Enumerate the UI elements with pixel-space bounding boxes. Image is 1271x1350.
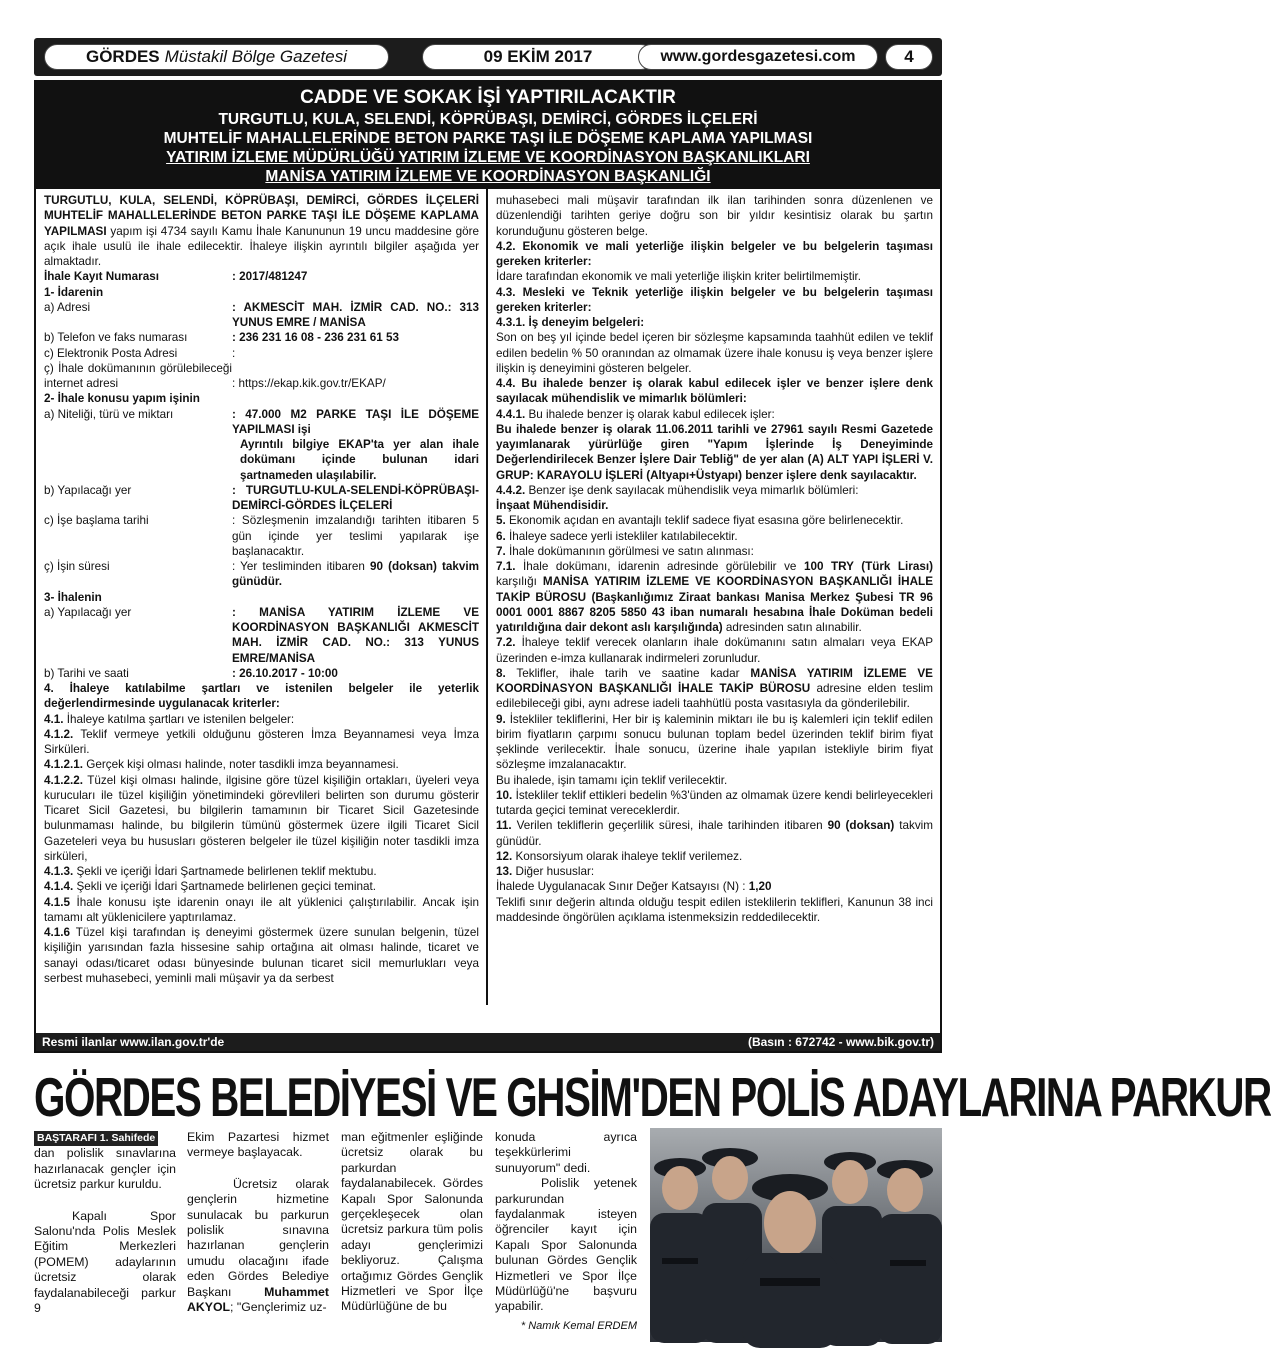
section-4: 4. İhaleye katılabilme şartları ve istenilen belgeler ile yeterlik değerlendirmesinde uygulanacak kriterler: [44,682,479,711]
url-row: ç) İhale dokümanının görülebileceği internet adresi : https://ekap.kik.gov.tr/EKAP/ [44,361,479,392]
item-4-2-heading: 4.2. Ekonomik ve mali yeterliğe ilişkin belgeler ve bu belgelerin taşıması gereken kriterler: [496,239,933,268]
ad-title-4: YATIRIM İZLEME MÜDÜRLÜĞÜ YATIRIM İZLEME VE KOORDİNASYON BAŞKANLIKLARI [166,149,810,166]
ad-title-3: MUHTELİF MAHALLELERİNDE BETON PARKE TAŞI İLE DÖŞEME KAPLAMA YAPILMASI [163,130,813,147]
item-4-1-3: 4.1.3. Şekli ve içeriği İdari Şartnamede belirlenen teklif mektubu. [44,865,377,878]
item-4-1-4: 4.1.4. Şekli ve içeriği İdari Şartnamede belirlenen geçici teminat. [44,880,376,894]
item-4-1: 4.1. İhaleye katılma şartları ve istenilen belgeler: [44,712,295,726]
paper-subtitle: Müstakil Bölge Gazetesi [164,47,348,66]
item-9: 9. İstekliler tekliflerini, Her bir iş kaleminin miktarı ile bu iş kalemleri için teklif edilen birim fiyatların çarpımı sonucu bulunan toplam bedel üzerinden teklif birim fiyat şeklinde verilecektir. İhale sonucu, üzerine ihale yapılan istekliyle birim fiyat sözleşme imzalanacaktır. [496,712,933,772]
item-8: 8. Teklifler, ihale tarih ve saatine kadar MANİSA YATIRIM İZLEME VE KOORDİNASYON BAŞKANLIĞI İHALE TAKİP BÜROSU adresine elden teslim edilebileceği gibi, aynı adrese iadeli taahhütlü posta vasıtasıyla da gönderilebilir. [496,666,934,711]
address-row: a) Adresi : AKMESCİT MAH. İZMİR CAD. NO.: 313 YUNUS EMRE / MANİSA [44,300,479,329]
issue-date: 09 EKİM 2017 [422,44,654,70]
ekap-link[interactable]: : https://ekap.kik.gov.tr/EKAP/ [232,377,386,390]
item-4-1-6: 4.1.6 Tüzel kişi tarafından iş deneyimi göstermek üzere sunulan belgenin, tüzel kişiliğin yarısından fazla hissesine sahip ortağına ait olması halinde, ticaret ve sanayi odası/ticaret odası bünyesinde bulunan ticaret sicil memurlukları veya serbest muhasebeci, yeminli mali müşavir ya da serbest [44,926,479,985]
photo-illustration [650,1128,942,1342]
article-col-1: BAŞTARAFI 1. Sahifede dan polislik sınavlarına hazırlanacak gençler için ücretsiz parkur kuruldu. Kapalı Spor Salonu'nda Polis Meslek Eğitim Merkezleri (POMEM) adaylarının ücretsiz olarak faydalanabileceği parkur 9 [34,1132,176,1316]
paper-name-pill [44,44,389,70]
item-7-2: 7.2. İhaleye teklif verecek olanların ihale dokümanını satın almaları veya EKAP üzerinden e-imza kullanarak indirmeleri zorunludur. [496,636,933,665]
ad-footer-left[interactable]: Resmi ilanlar www.ilan.gov.tr'de [42,1035,225,1049]
section-3: 3- İhalenin [44,590,102,604]
item-13: 13. Diğer hususlar: [496,865,595,878]
item-4-3-1: Son on beş yıl içinde bedel içeren bir sözleşme kapsamında taahhüt edilen ve teklif edilen bedelin % 50 oranından az olmamak üzere ihale konusu iş veya benzer işlere ilişkin iş deneyimini gösteren belgeler. [496,331,933,375]
page-header [34,38,942,76]
item-4-4-2-bold: İnşaat Mühendisidir. [496,499,609,512]
ad-right-column [488,189,940,1005]
item-10: 10. İstekliler teklif ettikleri bedelin %3'ünden az olmamak üzere kendi belirleyecekleri tutarda geçici teminat vereceklerdir. [496,788,934,817]
section-1: 1- İdarenin [44,285,104,299]
article-headline: GÖRDES BELEDİYESİ VE GHSİM'DEN POLİS ADAYLARINA PARKUR [34,1066,1271,1128]
ad-title-block [36,82,940,189]
kicker-badge: BAŞTARAFI 1. Sahifede [34,1131,158,1146]
author-signature: * Namık Kemal ERDEM [520,1319,637,1332]
intro: TURGUTLU, KULA, SELENDİ, KÖPRÜBAŞI, DEMİRCİ, GÖRDES İLÇELERİ MUHTELİF MAHALLELERİNDE BETON PARKE TAŞI İLE DÖŞEME KAPLAMA YAPILMASI yapım işi 4734 sayılı Kamu İhale Kanununun 19 uncu maddesine göre açık ihale usulü ile ihale edilecektir. İhaleye ilişkin ayrıntılı bilgiler aşağıda yer almaktadır. [44,194,479,268]
article-col-3: man eğitmenler eşliğinde ücretsiz olarak bu parkurdan faydalanabilecek. Gördes Kapalı Spor Salonunda gerçekleşecek olan ücretsiz parkura tüm polis adayı gençlerimizi bekliyoruz. Çalışma ortağımız Gördes Gençlik Hizmetleri ve Spor İlçe Müdürlüğüne de bu [341,1130,483,1314]
item-4-3-heading: 4.3. Mesleki ve Teknik yeterliğe ilişkin belgeler ve bu belgelerin taşıması gereken kriterler: [496,285,933,314]
item-4-1-2: 4.1.2. Teklif vermeye yetkili olduğunu gösteren İmza Beyannamesi veya İmza Sirküleri. [44,727,479,756]
item-4-4-1: 4.4.1. Bu ihalede benzer iş olarak kabul edilecek işler: [496,407,775,421]
ad-title-5: MANİSA YATIRIM İZLEME VE KOORDİNASYON BAŞKANLIĞI [265,168,711,185]
item-4-1-6-cont: muhasebeci mali müşavir tarafından ilk ilan tarihinden sonra düzenlenen ve düzenlendiği tarihten geriye doğru son bir yıldır kesintisiz olarak bu şartın korunduğunu gösteren belge. [496,194,933,238]
ad-footer-right[interactable]: (Basın : 672742 - www.bik.gov.tr) [747,1035,934,1049]
item-7: 7. İhale dokümanının görülmesi ve satın alınması: [496,544,754,558]
item-4-2: İdare tarafından ekonomik ve mali yeterliğe ilişkin kriter belirtilmemiştir. [496,270,862,284]
ad-title-1: CADDE VE SOKAK İŞİ YAPTIRILACAKTIR [300,87,676,108]
ad-footer [36,1033,940,1051]
email-row: c) Elektronik Posta Adresi : [44,346,236,360]
item-4-4-1-bold: Bu ihalede benzer iş olarak 11.06.2011 tarihli ve 27961 sayılı Resmi Gazetede yayımlanarak yürürlüğe giren "Yapım İşlerinde İş Deneyiminde Değerlendirilecek Benzer İşlere Dair Tebliğ" de yer alan (A) ALT YAPI İŞLERİ V. GRUP: KARAYOLU İŞLERİ (Altyapı+Üstyapı) benzer işlere denk sayılacaktır. [496,422,933,482]
item-4-1-2-1: 4.1.2.1. Gerçek kişi olması halinde, noter tasdikli imza beyannamesi. [44,758,399,772]
duration-row: ç) İşin süresi : Yer tesliminden itibaren 90 (doksan) takvim günüdür. [44,560,479,589]
article-col-2: Ekim Pazartesi hizmet vermeye başlayacak. Ücretsiz olarak gençlerin hizmetine sunulacak bu parkurun polislik sınavına hazırlanan gençlerin umudu olacağını ifade eden Gördes Belediye Başkanı Muhammet AKYOL; "Gençlerimiz uz- [187,1130,329,1315]
start-row: c) İşe başlama tarihi : Sözleşmenin imzalandığı tarihten itibaren 5 gün içinde yer teslimi yapılarak işe başlanacaktır. [44,514,479,558]
paper-name: GÖRDES [85,47,160,66]
ad-title-2: TURGUTLU, KULA, SELENDİ, KÖPRÜBAŞI, DEMİRCİ, GÖRDES İLÇELERİ [218,111,758,128]
item-4-3-1-heading: 4.3.1. İş deneyim belgeleri: [496,316,645,329]
item-4-1-5: 4.1.5 İhale konusu işte idarenin onayı ile alt yüklenici çalıştırılabilir. Ancak işin tamamı alt yüklenicilere yaptırılamaz. [44,895,479,924]
item-5: 5. Ekonomik açıdan en avantajlı teklif sadece fiyat esasına göre belirlenecektir. [496,514,904,528]
section-2: 2- İhale konusu yapım işinin [44,392,200,406]
item-4-4-2: 4.4.2. Benzer işe denk sayılacak mühendislik veya mimarlık bölümleri: [496,483,859,497]
item-13-c: Teklifi sınır değerin altında olduğu tespit edilen isteklilerin teklifleri, Kanunun 38 inci maddesinde öngörülen açıklama istenmeksizin reddedilecektir. [496,895,933,924]
item-12: 12. Konsorsiyum olarak ihaleye teklif verilemez. [496,849,743,863]
ad-left-column [36,189,488,1005]
item-9-b: Bu ihalede, işin tamamı için teklif verilecektir. [496,773,728,787]
item-4-4-heading: 4.4. Bu ihalede benzer iş olarak kabul edilecek işler ve benzer işlere denk sayılacak mühendislik ve mimarlık bölümleri: [496,377,933,406]
website-link[interactable]: www.gordesgazetesi.com [638,44,878,70]
tender-place-row: a) Yapılacağı yer : MANİSA YATIRIM İZLEME VE KOORDİNASYON BAŞKANLIĞI AKMESCİT MAH. İZMİR CAD. NO.: 313 YUNUS EMRE/MANİSA [44,605,479,665]
tender-announcement [34,80,942,1053]
nature-row: a) Niteliği, türü ve miktarı : 47.000 M2 PARKE TAŞI İLE DÖŞEME YAPILMASI işi Ayrıntılı bilgiye EKAP'ta yer alan ihale dokümanı içinde bulunan idari şartnameden ulaşılabilir. [44,407,479,482]
item-4-1-2-2: 4.1.2.2. Tüzel kişi olması halinde, ilgisine göre tüzel kişiliğin ortakları, üyeleri veya kurucuları ile tüzel kişiliğin yönetimindeki görevlileri belirten son durumu gösterir Ticaret Sicil Gazetesi, bu bilgilerin tamamının bir Ticaret Sicil Gazetesinde bulunmaması halinde, bu bilgilerin tümünü göstermek üzere ilgili Ticaret Sicil Gazeteleri veya bu hususları gösteren belgeler ile tüzel kişiliğin noter tasdikli imza sirküleri, [44,773,479,863]
tender-date-row: b) Tarihi ve saati : 26.10.2017 - 10:00 [44,666,338,680]
item-6: 6. İhaleye sadece yerli istekliler katılabilecektir. [496,529,738,543]
place-row: b) Yapılacağı yer : TURGUTLU-KULA-SELENDİ-KÖPRÜBAŞI-DEMİRCİ-GÖRDES İLÇELERİ [44,483,479,512]
kayit-row: İhale Kayıt Numarası : 2017/481247 [44,270,308,284]
item-7-1: 7.1. İhale dokümanı, idarenin adresinde görülebilir ve 100 TRY (Türk Lirası) karşılığı MANİSA YATIRIM İZLEME VE KOORDİNASYON BAŞKANLIĞI İHALE TAKİP BÜROSU (Başkanlığımız Ziraat bankası Manisa Merkez Şubesi TR 96 0001 0001 8867 8205 5850 43 iban numaralı hesabına İhale Doküman bedeli yatırıldığına dair dekont aslı karşılığında) adresinden satın alınabilir. [496,560,933,634]
item-13-a: İhalede Uygulanacak Sınır Değer Katsayısı (N) : 1,20 [496,880,772,894]
phone-row: b) Telefon ve faks numarası : 236 231 16 08 - 236 231 61 53 [44,331,400,345]
police-officers-photo [650,1128,942,1342]
item-11: 11. Verilen tekliflerin geçerlilik süresi, ihale tarihinden itibaren 90 (doksan) takvim günüdür. [496,819,933,848]
article-col-4: konuda ayrıca teşekkürlerimi sunuyorum" dedi. Polislik yetenek parkurundan faydalanmak isteyen öğrenciler kayıt için Kapalı Spor Salonunda bulunan Gördes Gençlik Hizmetleri ve Spor İlçe Müdürlüğü'ne başvuru yapabilir. * Namık Kemal ERDEM [495,1130,637,1334]
page-number: 4 [885,44,933,70]
